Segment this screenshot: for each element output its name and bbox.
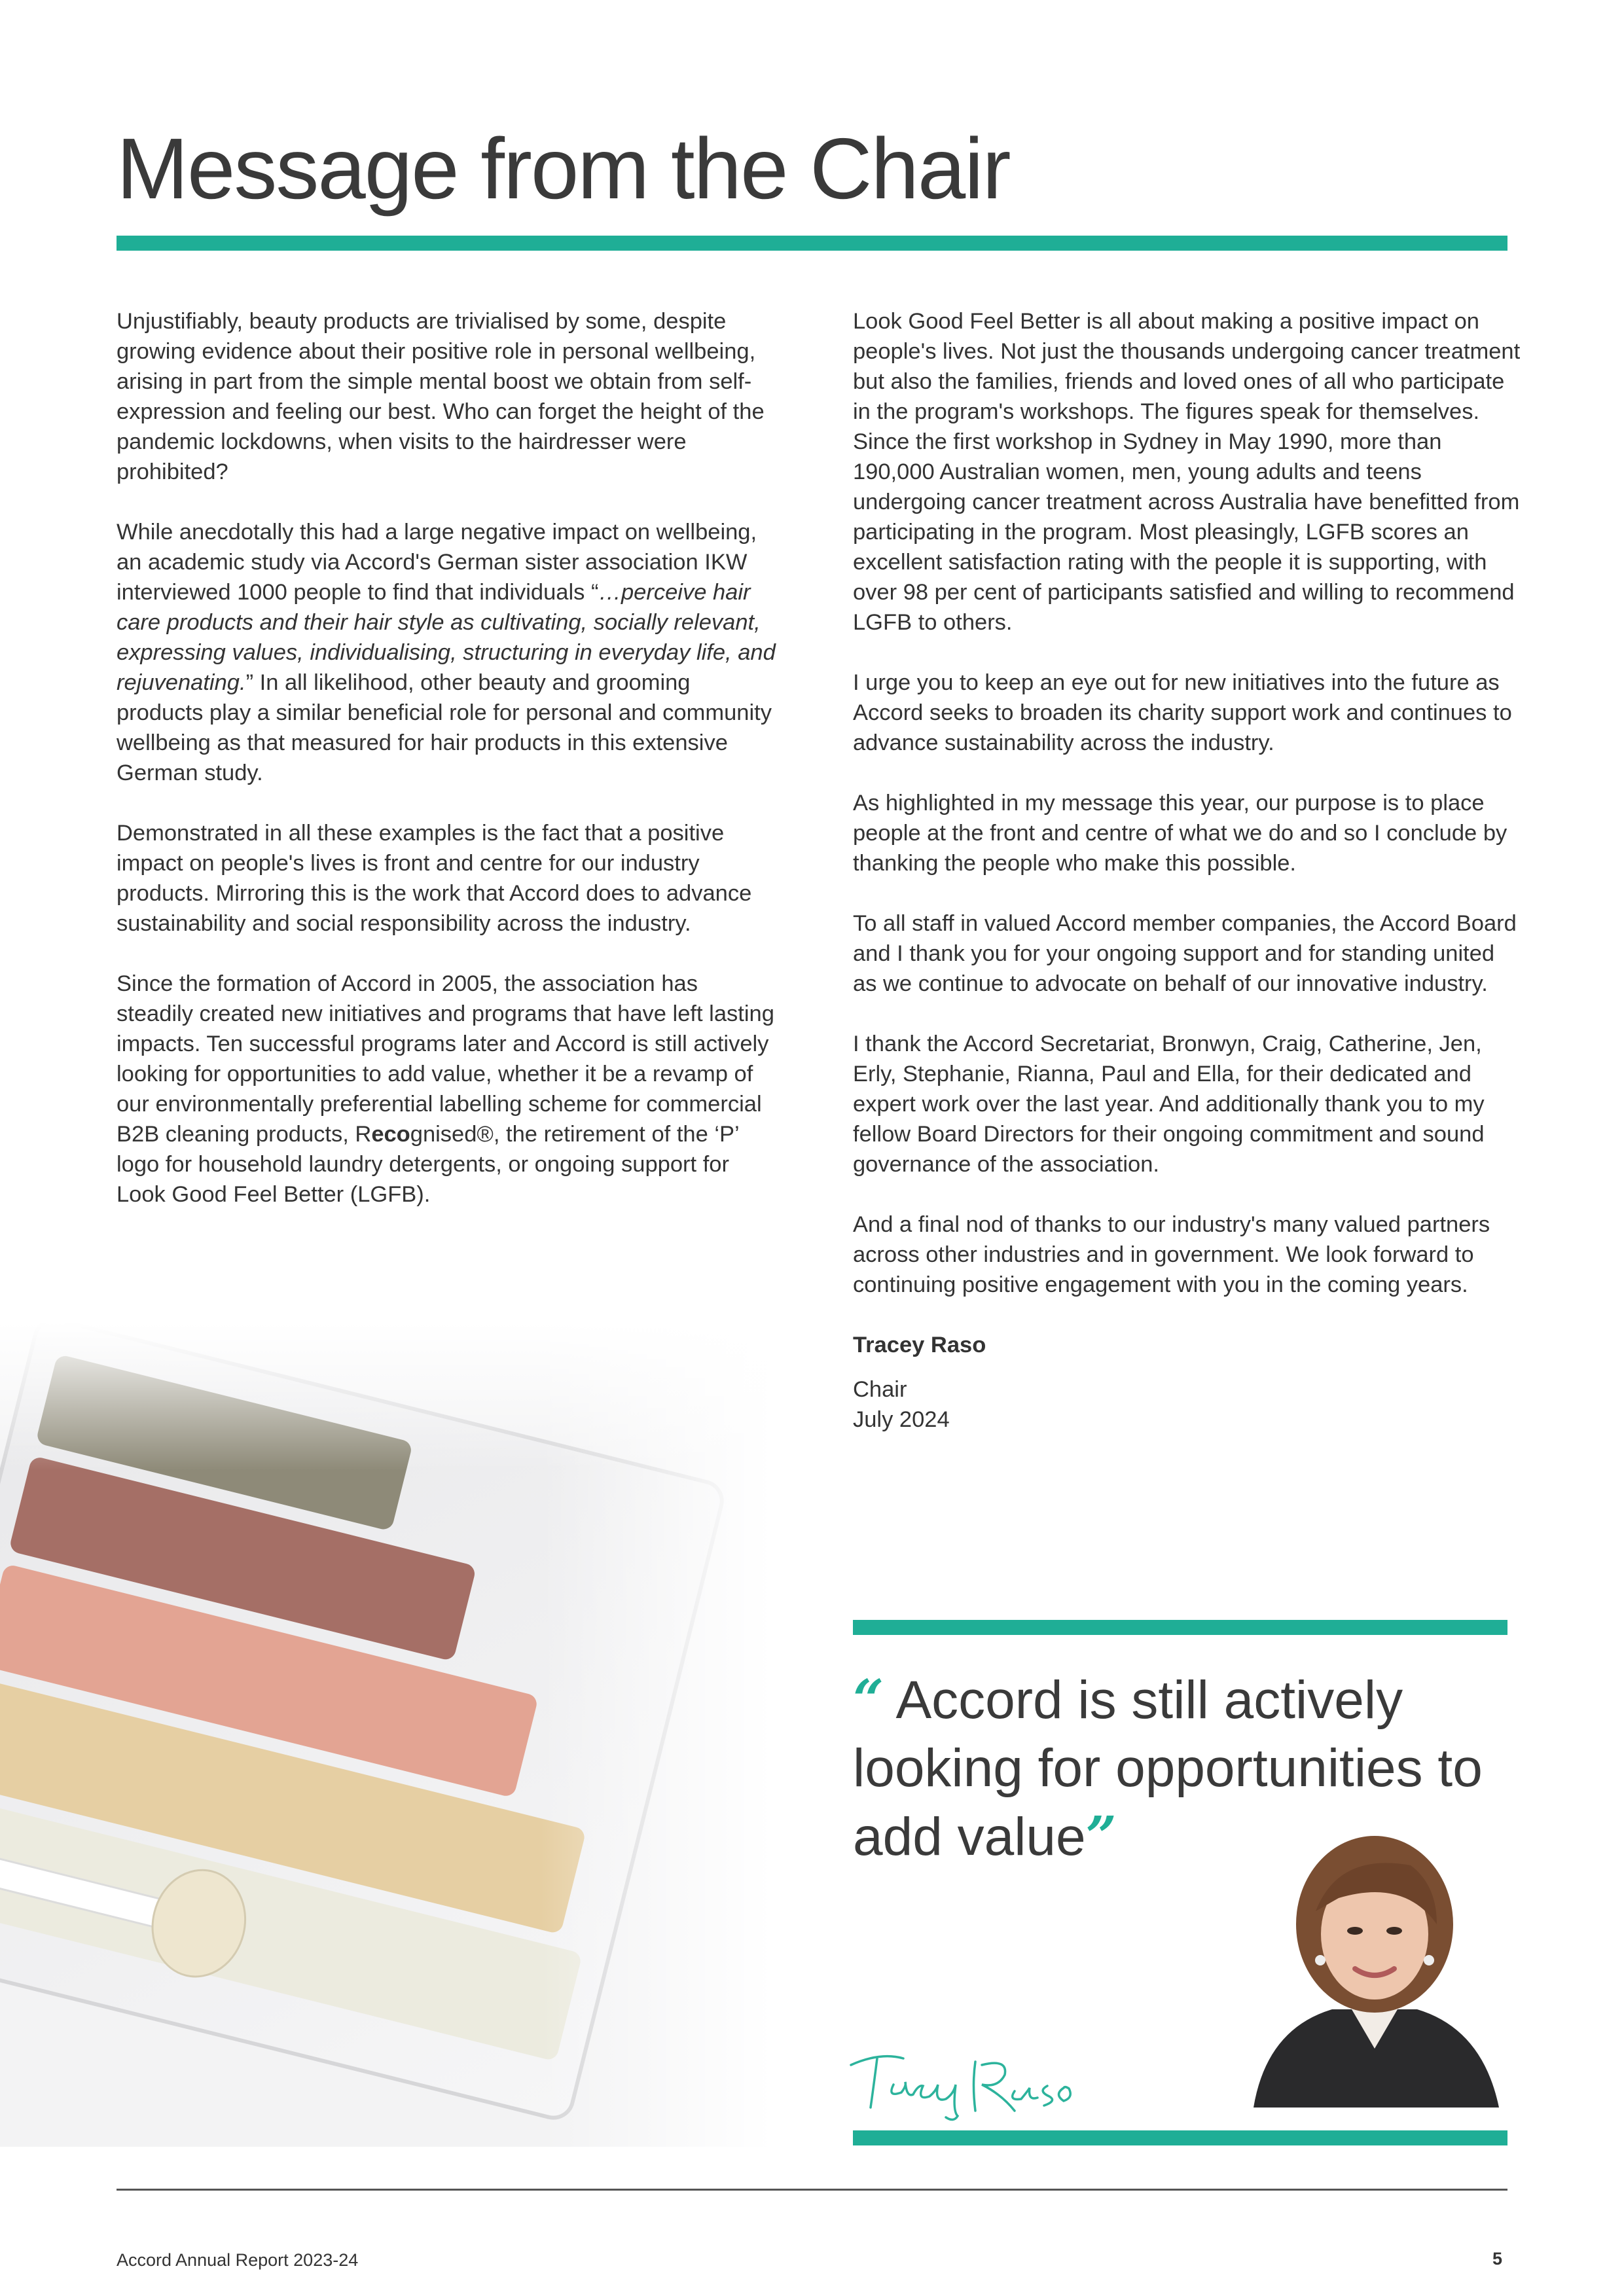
paragraph: To all staff in valued Accord member companies, the Accord Board and I thank you for your ongoing support and for standing united as we continue to advocate on behalf of our innovative industry.	[853, 911, 1517, 996]
paragraph: I thank the Accord Secretariat, Bronwyn, Craig, Catherine, Jen, Erly, Stephanie, Rianna, Paul and Ella, for their dedicated and expert work over the last year. And additionally thank you to my fellow Board Directors for their ongoing commitment and sound governance of the association.	[853, 1031, 1485, 1177]
paragraph: And a final nod of thanks to our industry's many valued partners across other industries and in government. We look forward to continuing positive engagement with you in the coming years.	[853, 1212, 1490, 1297]
signer-title	[853, 1374, 1521, 1435]
chair-portrait-photo	[1240, 1813, 1509, 2108]
right-column	[853, 306, 1521, 1435]
page-title: Message from the Chair	[117, 120, 1010, 217]
close-quote-mark: ”	[1085, 1805, 1117, 1868]
footer-report-name: Accord Annual Report 2023-24	[117, 2250, 359, 2270]
recognised-brand-eco: eco	[371, 1122, 410, 1147]
signer-date: July 2024	[853, 1407, 950, 1432]
chair-signature	[841, 2039, 1090, 2124]
pull-quote-text: Accord is still actively looking for opportunities to add value	[853, 1670, 1483, 1867]
paragraph: I urge you to keep an eye out for new initiatives into the future as Accord seeks to broaden its charity support work and continues to advance sustainability across the industry.	[853, 670, 1512, 755]
signer-role: Chair	[853, 1377, 907, 1402]
paragraph: As highlighted in my message this year, our purpose is to place people at the front and centre of what we do and so I conclude by thanking the people who make this possible.	[853, 791, 1507, 876]
footer-divider	[117, 2189, 1507, 2191]
paragraph: Demonstrated in all these examples is the fact that a positive impact on people's lives is front and centre for our industry products. Mirroring this is the work that Accord does to advance sustainability and social responsibility across the industry.	[117, 821, 752, 936]
paragraph: Unjustifiably, beauty products are trivialised by some, despite growing evidence about their positive role in personal wellbeing, arising in part from the simple mental boost we obtain from self-expression and feeling our best. Who can forget the height of the pandemic lockdowns, when visits to the hairdresser were prohibited?	[117, 309, 765, 484]
quote-bottom-rule	[853, 2130, 1507, 2145]
signer-name: Tracey Raso	[853, 1333, 986, 1357]
paragraph: Look Good Feel Better is all about making a positive impact on people's lives. Not just the thousands undergoing cancer treatment but also the families, friends and loved ones of all who participate in the program's workshops. The figures speak for themselves. Since the first workshop in Sydney in May 1990, more than 190,000 Australian women, men, young adults and teens undergoing cancer treatment across Australia have benefitted from participating in the program. Most pleasingly, LGFB scores an excellent satisfaction rating with the people it is supporting, with over 98 per cent of participants satisfied and willing to recommend LGFB to others.	[853, 309, 1521, 635]
title-rule	[117, 236, 1507, 251]
left-column	[117, 306, 778, 1240]
study-quote: …perceive hair care products and their hair style as cultivating, socially relevant, expressing values, individualising, structuring in everyday life, and rejuvenating.	[117, 580, 776, 695]
open-quote-mark: “	[853, 1668, 884, 1731]
paragraph: While anecdotally this had a large negative impact on wellbeing, an academic study via Accord's German sister association IKW interviewed 1000 people to find that individuals “…perceive hair care products and their hair style as cultivating, socially relevant, expressing values, individualising, structuring in everyday life, and rejuvenating.” In all likelihood, other beauty and grooming products play a similar beneficial role for personal and community wellbeing as that measured for hair products in this extensive German study.	[117, 520, 776, 785]
paragraph: Since the formation of Accord in 2005, the association has steadily created new initiatives and programs that have left lasting impacts. Ten successful programs later and Accord is still actively looking for opportunities to add value, whether it be a revamp of our environmentally preferential labelling scheme for commercial B2B cleaning products, Recognised®, the retirement of the ‘P’ logo for household laundry detergents, or ongoing support for Look Good Feel Better (LGFB).	[117, 971, 774, 1207]
eyeshadow-palette-image	[0, 1322, 772, 2147]
page-number: 5	[1492, 2249, 1503, 2269]
quote-top-rule	[853, 1620, 1507, 1635]
